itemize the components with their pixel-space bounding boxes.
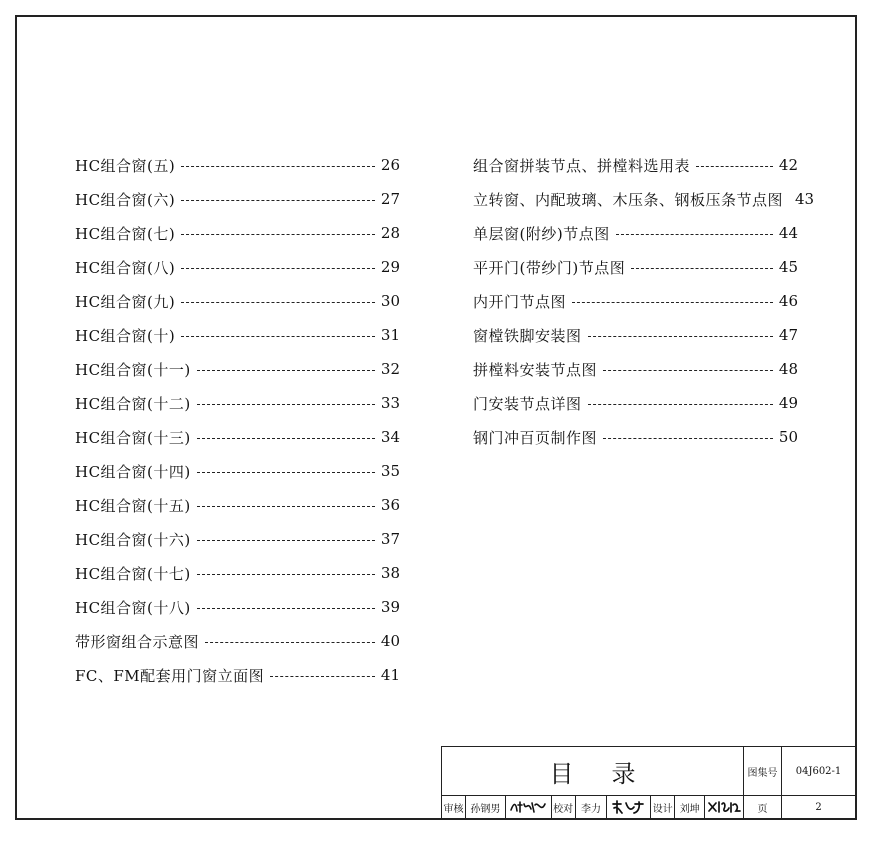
toc-leader-dashes (197, 540, 375, 541)
toc-entry-title: HC组合窗(十三) (75, 428, 191, 447)
toc-entry-title: HC组合窗(七) (75, 224, 176, 243)
toc-entry-title: 组合窗拼装节点、拼樘料选用表 (473, 156, 691, 175)
reviewer-name: 孙钢男 (466, 796, 506, 818)
toc-entry-page-number: 32 (380, 360, 400, 378)
toc-leader-dashes (270, 676, 375, 677)
signature-row (442, 796, 744, 818)
toc-entry-title: 立转窗、内配玻璃、木压条、钢板压条节点图 (473, 190, 784, 209)
toc-entry-page-number: 36 (380, 496, 400, 514)
toc-entry-title: 钢门冲百页制作图 (473, 428, 598, 447)
toc-entry[interactable] (473, 216, 798, 250)
toc-entry-title: HC组合窗(五) (75, 156, 176, 175)
toc-leader-dashes (181, 166, 375, 167)
toc-leader-dashes (197, 574, 375, 575)
toc-entry-page-number: 37 (380, 530, 400, 548)
toc-entry-page-number: 50 (778, 428, 798, 446)
toc-entry[interactable] (75, 590, 400, 624)
checker-name: 李力 (576, 796, 608, 818)
toc-entry-page-number: 28 (380, 224, 400, 242)
check-label: 校对 (552, 796, 576, 818)
toc-leader-dashes (603, 438, 773, 439)
toc-entry-title: 拼樘料安装节点图 (473, 360, 598, 379)
toc-entry[interactable] (75, 386, 400, 420)
toc-entry-page-number: 29 (380, 258, 400, 276)
toc-leader-dashes (588, 336, 773, 337)
toc-entry[interactable] (473, 386, 798, 420)
toc-entry-title: 内开门节点图 (473, 292, 567, 311)
toc-entry[interactable] (75, 148, 400, 182)
toc-entry-page-number: 43 (795, 190, 815, 208)
toc-entry-title: HC组合窗(十四) (75, 462, 191, 481)
toc-entry-title: 单层窗(附纱)节点图 (473, 224, 610, 243)
toc-entry-page-number: 35 (380, 462, 400, 480)
toc-entry-page-number: 30 (380, 292, 400, 310)
toc-entry-title: HC组合窗(十一) (75, 360, 191, 379)
reviewer-signature (506, 796, 552, 818)
toc-entry[interactable] (75, 658, 400, 692)
designer-signature (705, 796, 743, 818)
toc-entry-page-number: 49 (778, 394, 798, 412)
design-label: 设计 (651, 796, 675, 818)
toc-entry-page-number: 38 (380, 564, 400, 582)
toc-entry-title: 窗樘铁脚安装图 (473, 326, 582, 345)
toc-entry-page-number: 40 (380, 632, 400, 650)
toc-entry[interactable] (473, 182, 815, 216)
toc-entry[interactable] (75, 182, 400, 216)
toc-entry-page-number: 27 (380, 190, 400, 208)
toc-left-column (75, 148, 400, 692)
toc-leader-dashes (696, 166, 773, 167)
toc-entry-title: HC组合窗(十八) (75, 598, 191, 617)
toc-entry-page-number: 34 (380, 428, 400, 446)
toc-leader-dashes (181, 268, 375, 269)
toc-leader-dashes (181, 302, 375, 303)
toc-entry[interactable] (75, 420, 400, 454)
toc-entry-title: HC组合窗(九) (75, 292, 176, 311)
title-block (441, 746, 857, 820)
toc-entry[interactable] (75, 624, 400, 658)
toc-leader-dashes (603, 370, 773, 371)
atlas-number-value: 04J602-1 (782, 747, 855, 796)
toc-entry-page-number: 42 (778, 156, 798, 174)
toc-entry-page-number: 45 (778, 258, 798, 276)
toc-entry[interactable] (473, 148, 798, 182)
toc-leader-dashes (588, 404, 773, 405)
designer-name: 刘坤 (675, 796, 705, 818)
toc-leader-dashes (205, 642, 375, 643)
toc-entry-page-number: 26 (380, 156, 400, 174)
toc-leader-dashes (572, 302, 773, 303)
toc-entry[interactable] (75, 284, 400, 318)
toc-entry[interactable] (473, 420, 798, 454)
toc-leader-dashes (197, 370, 375, 371)
toc-leader-dashes (616, 234, 773, 235)
page-number-value: 2 (815, 801, 822, 813)
page-title: 目录 (549, 759, 674, 788)
toc-leader-dashes (181, 336, 375, 337)
toc-leader-dashes (181, 234, 375, 235)
toc-entry-title: 门安装节点详图 (473, 394, 582, 413)
toc-entry-page-number: 48 (778, 360, 798, 378)
checker-signature (607, 796, 651, 818)
atlas-number-label: 图集号 (744, 747, 782, 796)
toc-leader-dashes (197, 472, 375, 473)
toc-entry[interactable] (75, 250, 400, 284)
toc-leader-dashes (181, 200, 375, 201)
toc-leader-dashes (197, 608, 375, 609)
toc-entry-page-number: 44 (778, 224, 798, 242)
toc-entry-title: 带形窗组合示意图 (75, 632, 200, 651)
toc-entry-title: HC组合窗(六) (75, 190, 176, 209)
toc-entry-title: HC组合窗(八) (75, 258, 176, 277)
toc-entry[interactable] (75, 318, 400, 352)
title-block-heading-cell (442, 747, 744, 796)
toc-right-column (473, 148, 815, 454)
toc-leader-dashes (631, 268, 773, 269)
toc-leader-dashes (197, 438, 375, 439)
toc-entry[interactable] (75, 556, 400, 590)
toc-entry[interactable] (75, 352, 400, 386)
toc-entry-page-number: 41 (380, 666, 400, 684)
toc-entry[interactable] (75, 522, 400, 556)
toc-entry-title: HC组合窗(十五) (75, 496, 191, 515)
toc-entry[interactable] (75, 216, 400, 250)
toc-entry-page-number: 33 (380, 394, 400, 412)
toc-entry[interactable] (473, 352, 798, 386)
toc-entry-title: HC组合窗(十二) (75, 394, 191, 413)
toc-entry-title: HC组合窗(十七) (75, 564, 191, 583)
toc-entry[interactable] (473, 284, 798, 318)
toc-entry-title: HC组合窗(十六) (75, 530, 191, 549)
toc-leader-dashes (197, 506, 375, 507)
toc-entry-page-number: 47 (778, 326, 798, 344)
toc-leader-dashes (197, 404, 375, 405)
page-number-label: 页 (744, 796, 782, 818)
toc-entry-title: HC组合窗(十) (75, 326, 176, 345)
toc-entry[interactable] (473, 250, 798, 284)
toc-entry-page-number: 46 (778, 292, 798, 310)
toc-entry-title: FC、FM配套用门窗立面图 (75, 666, 265, 685)
toc-entry-title: 平开门(带纱门)节点图 (473, 258, 626, 277)
toc-entry[interactable] (473, 318, 798, 352)
review-label: 审核 (442, 796, 466, 818)
toc-entry-page-number: 31 (380, 326, 400, 344)
toc-entry[interactable] (75, 488, 400, 522)
toc-entry[interactable] (75, 454, 400, 488)
toc-entry-page-number: 39 (380, 598, 400, 616)
